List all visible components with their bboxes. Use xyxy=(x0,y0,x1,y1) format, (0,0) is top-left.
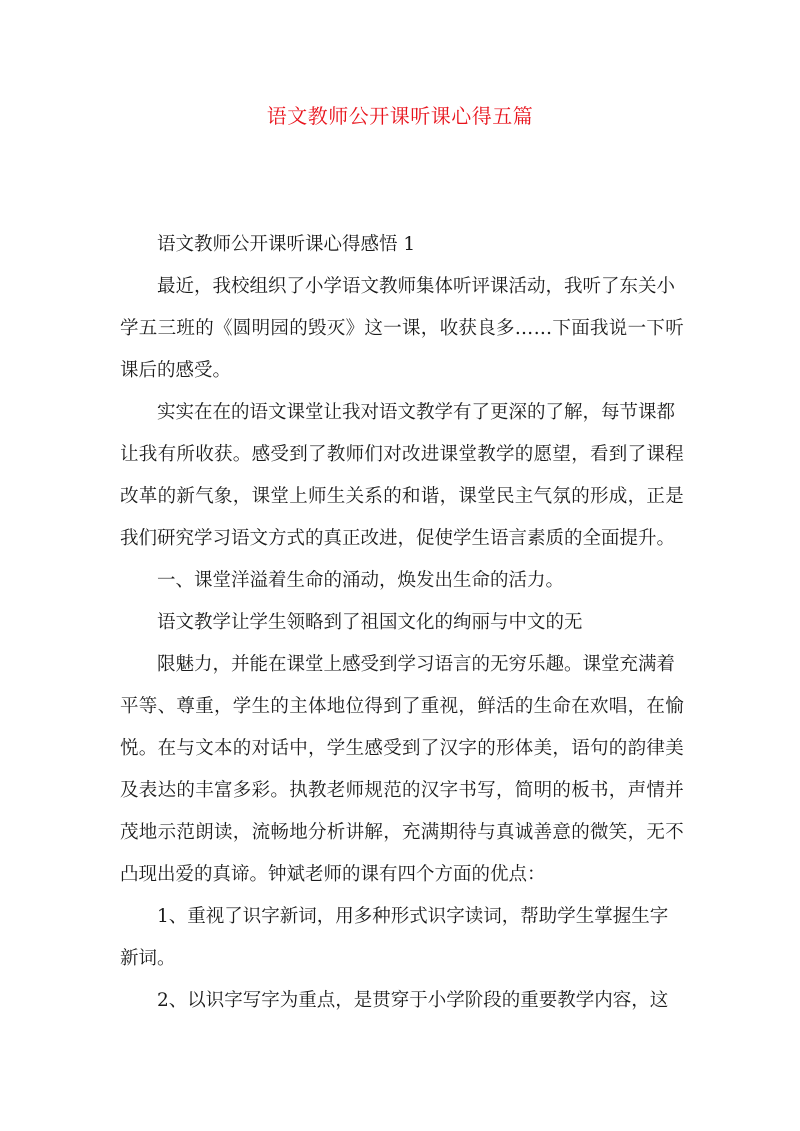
paragraph-line: 及表达的丰富多彩。执教老师规范的汉字书写，简明的板书，声情并 xyxy=(120,780,685,801)
section-heading: 语文教师公开课听课心得感悟 1 xyxy=(157,234,416,255)
paragraph-line: 悦。在与文本的对话中，学生感受到了汉字的形体美，语句的韵律美 xyxy=(120,738,685,759)
paragraph-line: 最近，我校组织了小学语文教师集体听评课活动，我听了东关小 xyxy=(157,276,676,297)
document-title: 语文教师公开课听课心得五篇 xyxy=(266,104,534,128)
list-item-line: 2、以识字写字为重点，是贯穿于小学阶段的重要教学内容，这 xyxy=(157,990,669,1011)
paragraph-line: 语文教学让学生领略到了祖国文化的绚丽与中文的无 xyxy=(157,612,583,633)
paragraph-line: 平等、尊重，学生的主体地位得到了重视，鲜活的生命在欢唱，在愉 xyxy=(120,696,685,717)
subheading-line: 一、课堂洋溢着生命的涌动，焕发出生命的活力。 xyxy=(157,570,565,591)
paragraph-line: 限魅力，并能在课堂上感受到学习语言的无穷乐趣。课堂充满着 xyxy=(157,654,676,675)
paragraph-line: 学五三班的《圆明园的毁灭》这一课，收获良多……下面我说一下听 xyxy=(120,318,685,339)
paragraph-line: 课后的感受。 xyxy=(120,360,232,381)
paragraph-line: 茂地示范朗读，流畅地分析讲解，充满期待与真诚善意的微笑，无不 xyxy=(120,822,685,843)
paragraph-line: 凸现出爱的真谛。钟斌老师的课有四个方面的优点： xyxy=(120,864,546,885)
paragraph-line: 实实在在的语文课堂让我对语文教学有了更深的了解，每节课都 xyxy=(157,402,676,423)
list-item-line: 新词。 xyxy=(120,948,176,969)
paragraph-line: 我们研究学习语文方式的真正改进，促使学生语言素质的全面提升。 xyxy=(120,528,676,549)
paragraph-line: 改革的新气象，课堂上师生关系的和谐，课堂民主气氛的形成，正是 xyxy=(120,486,685,507)
document-body xyxy=(120,231,688,1029)
paragraph-line: 让我有所收获。感受到了教师们对改进课堂教学的愿望，看到了课程 xyxy=(120,444,685,465)
list-item-line: 1、重视了识字新词，用多种形式识字读词，帮助学生掌握生字 xyxy=(157,906,669,927)
